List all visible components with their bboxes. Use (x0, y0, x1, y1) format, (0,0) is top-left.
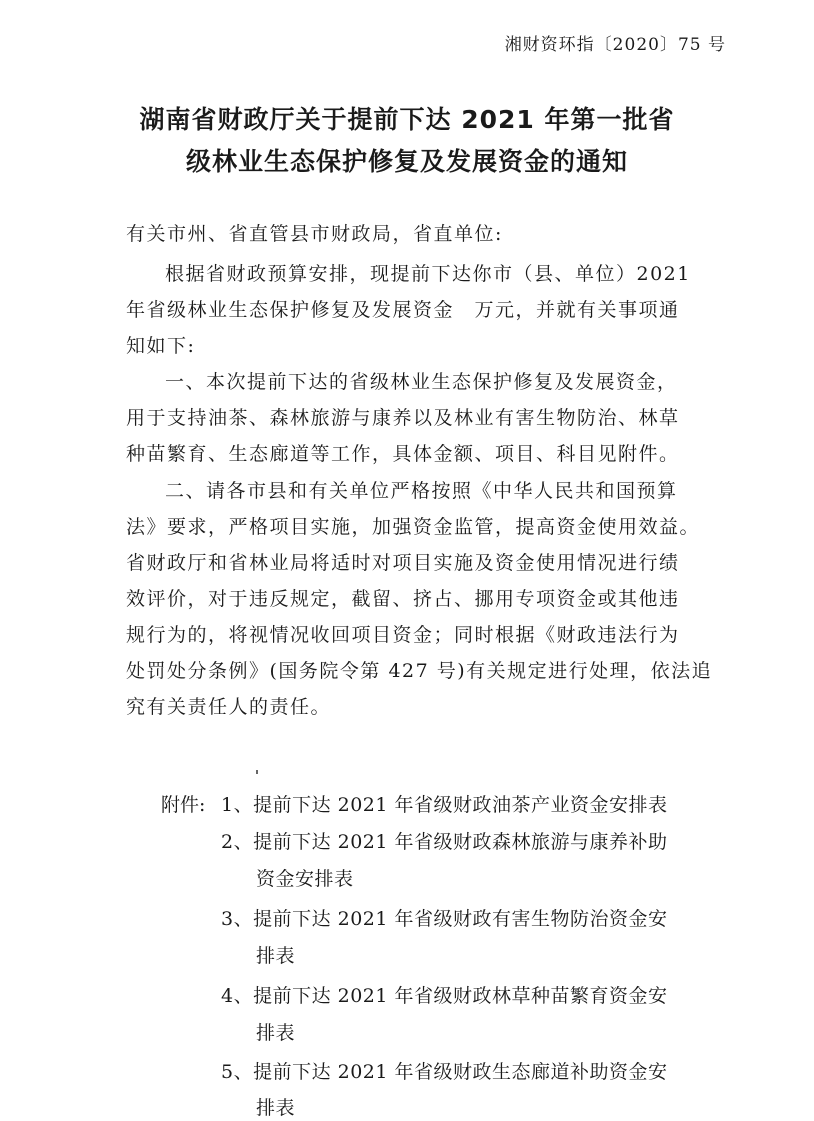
paragraph-1-line-3: 知如下: (126, 335, 196, 357)
attachments-label: 附件: (161, 794, 206, 816)
attachment-2-continued: 资金安排表 (256, 868, 354, 890)
paragraph-1-line-2: 年省级林业生态保护修复及发展资金 万元，并就有关事项通 (126, 299, 680, 321)
paragraph-2-line-3: 种苗繁育、生态廊道等工作，具体金额、项目、科目见附件。 (126, 443, 680, 465)
attachment-5-continued: 排表 (256, 1097, 296, 1119)
attachment-3: 3、提前下达 2021 年省级财政有害生物防治资金安 (221, 908, 668, 930)
paragraph-1-line-1: 根据省财政预算安排，现提前下达你市（县、单位）2021 (165, 263, 691, 285)
attachment-4-continued: 排表 (256, 1022, 296, 1044)
attachment-1: 1、提前下达 2021 年省级财政油茶产业资金安排表 (221, 794, 668, 816)
attachment-2: 2、提前下达 2021 年省级财政森林旅游与康养补助 (221, 831, 668, 853)
addressee: 有关市州、省直管县市财政局，省直单位: (126, 223, 503, 245)
paragraph-2-line-2: 用于支持油茶、森林旅游与康养以及林业有害生物防治、林草 (126, 407, 680, 429)
paragraph-3-line-3: 省财政厅和省林业局将适时对项目实施及资金使用情况进行绩 (126, 552, 680, 574)
paragraph-3-line-5: 规行为的，将视情况收回项目资金；同时根据《财政违法行为 (126, 624, 680, 646)
paragraph-3-line-6: 处罚处分条例》(国务院令第 427 号)有关规定进行处理，依法追 (126, 660, 713, 682)
document-title-line-1: 湖南省财政厅关于提前下达 2021 年第一批省 (139, 105, 675, 134)
document-number: 湘财资环指〔2020〕75 号 (504, 35, 726, 55)
attachment-5: 5、提前下达 2021 年省级财政生态廊道补助资金安 (221, 1061, 668, 1083)
paragraph-3-line-2: 法》要求，严格项目实施，加强资金监管，提高资金使用效益。 (126, 516, 701, 538)
attachment-3-continued: 排表 (256, 945, 296, 967)
paragraph-3-line-4: 效评价，对于违反规定，截留、挤占、挪用专项资金或其他违 (126, 588, 680, 610)
paragraph-3-line-7: 究有关责任人的责任。 (126, 696, 332, 718)
document-title-line-2: 级林业生态保护修复及发展资金的通知 (185, 147, 628, 176)
paragraph-3-line-1: 二、请各市县和有关单位严格按照《中华人民共和国预算 (165, 480, 678, 502)
attachment-4: 4、提前下达 2021 年省级财政林草种苗繁育资金安 (221, 985, 668, 1007)
paragraph-2-line-1: 一、本次提前下达的省级林业生态保护修复及发展资金， (165, 371, 678, 393)
scan-speck (256, 770, 258, 774)
